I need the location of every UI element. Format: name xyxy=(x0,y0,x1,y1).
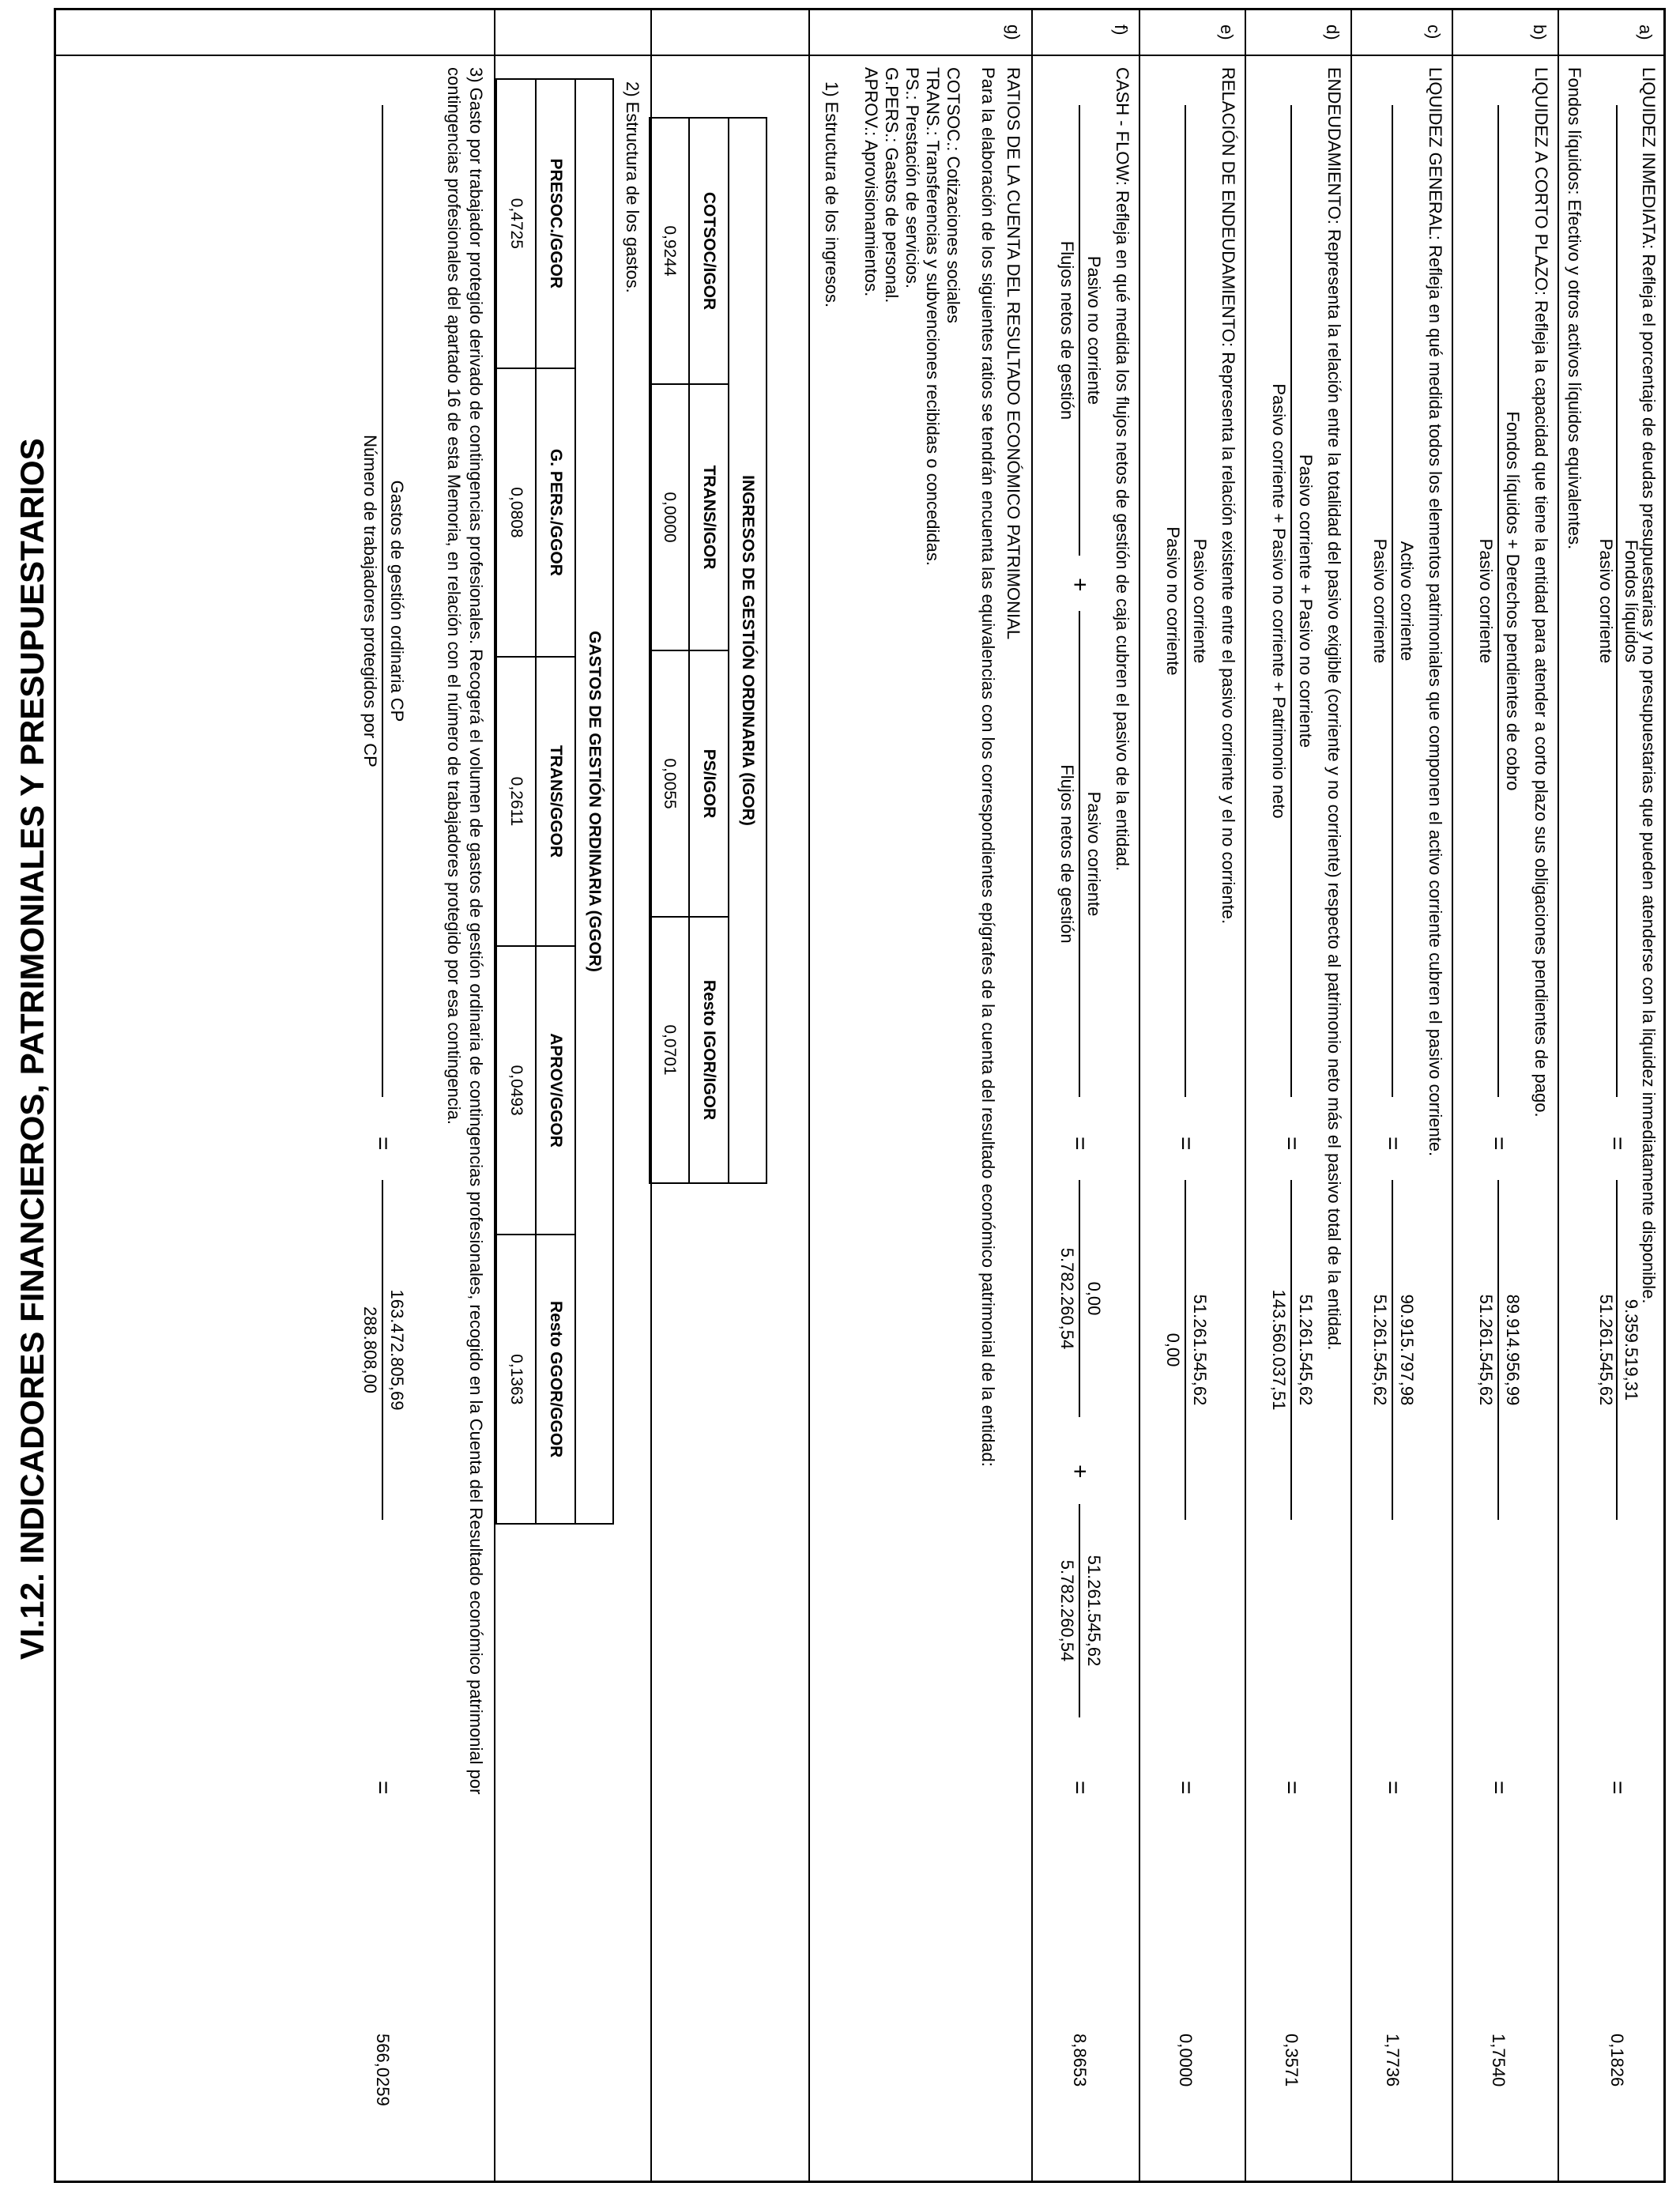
fraction-line xyxy=(1079,105,1080,556)
legend-item: TRANS.: Transferencias y subvenciones recibidas o concedidas. xyxy=(923,67,943,566)
denominator-value: 143.560.037,51 xyxy=(1269,1289,1289,1411)
table-header-cell: Resto IGOR/IGOR xyxy=(689,917,729,1183)
table-header-cell: PS/IGOR xyxy=(689,650,729,917)
numerator-value: 163.472.805,69 xyxy=(387,1289,407,1411)
fraction-line xyxy=(1185,1180,1186,1520)
numerator-value: 9.359.519,31 xyxy=(1622,1299,1641,1401)
equals-sign: = xyxy=(1067,1781,1093,1795)
equals-sign: = xyxy=(1279,1137,1305,1151)
legend-item: COTSOC.: Cotizaciones sociales xyxy=(944,67,963,323)
table-cell: 0,0493 xyxy=(496,946,536,1235)
gastos-table xyxy=(495,78,614,1525)
section-g xyxy=(808,10,1033,2181)
numerator-label: Activo corriente xyxy=(1397,541,1417,662)
denominator-value: 0,00 xyxy=(1163,1333,1183,1367)
equals-sign: = xyxy=(1279,1781,1305,1795)
equals-sign: = xyxy=(1486,1137,1512,1151)
ingresos-label: 1) Estructura de los ingresos. xyxy=(822,81,842,308)
equals-sign: = xyxy=(1173,1781,1199,1795)
equals-sign: = xyxy=(1486,1781,1512,1795)
numerator-value: 89.914.956,99 xyxy=(1503,1294,1523,1406)
denominator-label: Pasivo corriente xyxy=(1476,538,1496,664)
denominator-label: Número de trabajadores protegidos por CP xyxy=(360,435,380,767)
table-header-cell: APROV/GGOR xyxy=(536,946,575,1235)
section-letter: d) xyxy=(1323,25,1343,40)
denominator-value: 288.808,00 xyxy=(360,1306,380,1394)
equals-sign: = xyxy=(370,1137,396,1151)
table-cell: 0,9244 xyxy=(650,118,689,384)
fraction-line xyxy=(1290,1180,1292,1520)
fraction-line xyxy=(382,105,383,1097)
denominator-label: Pasivo no corriente xyxy=(1163,526,1183,676)
result-value: 1,7540 xyxy=(1489,2034,1509,2087)
gastos-label: 2) Estructura de los gastos. xyxy=(623,81,642,293)
denominator-label: Pasivo corriente + Pasivo no corriente + Patrimonio neto xyxy=(1269,383,1289,819)
fraction-line xyxy=(1497,105,1499,1097)
gasto-trabajador-text: contingencias profesionales del apartado 16 de esta Memoria, en relación con el número de trabajadores protegido por esa contingencia. xyxy=(444,67,464,1125)
fraction-line xyxy=(1079,1504,1080,1717)
numerator-value: 51.261.545,62 xyxy=(1296,1294,1316,1406)
table-cell: 0,0808 xyxy=(496,368,536,658)
equals-sign: = xyxy=(1173,1137,1199,1151)
ingresos-band xyxy=(650,10,810,2181)
numerator-label: Pasivo corriente + Pasivo no corriente xyxy=(1296,454,1316,748)
numerator-label: Fondos líquidos + Derechos pendientes de cobro xyxy=(1503,411,1523,791)
denominator-label: Flujos netos de gestión xyxy=(1057,764,1077,944)
result-value: 0,1826 xyxy=(1607,2034,1627,2087)
denominator-value: 5.782.260,54 xyxy=(1057,1559,1077,1662)
fraction-line xyxy=(1616,1180,1618,1520)
section-e xyxy=(1139,10,1246,2181)
fraction-line xyxy=(1392,1180,1393,1520)
ingresos-table xyxy=(649,117,767,1184)
section-letter: g) xyxy=(1004,25,1023,40)
section-letter: b) xyxy=(1530,25,1550,40)
equals-sign: = xyxy=(1604,1781,1630,1795)
fraction-line xyxy=(1616,105,1618,1097)
table-cell: 0,2611 xyxy=(496,657,536,946)
fraction-line xyxy=(1079,1180,1080,1417)
denominator-value: 5.782.260,54 xyxy=(1057,1247,1077,1350)
plus-sign: + xyxy=(1067,578,1093,592)
legend-item: PS.: Prestación de servicios. xyxy=(902,67,922,289)
table-cell: 0,1363 xyxy=(496,1235,536,1524)
section-description: LIQUIDEZ A CORTO PLAZO: Refleja la capacidad que tiene la entidad para atender a corto plazo sus obligaciones pendientes de pago. xyxy=(1531,67,1551,1118)
numerator-value: 0,00 xyxy=(1084,1281,1104,1316)
numerator-label: Pasivo no corriente xyxy=(1084,255,1104,405)
table-header-cell: G. PERS./GGOR xyxy=(536,368,575,658)
result-value: 8,8653 xyxy=(1070,2034,1090,2087)
equals-sign: = xyxy=(1380,1137,1406,1151)
section-letter: a) xyxy=(1636,25,1656,40)
numerator-value: 51.261.545,62 xyxy=(1190,1294,1210,1406)
section-description: LIQUIDEZ INMEDIATA: Refleja el porcentaje de deudas presupuestarias y no presupuestarias que pueden atenderse con la liquidez inmediatamente disponible. xyxy=(1639,67,1659,1304)
table-header-cell: TRANS/GGOR xyxy=(536,657,575,946)
fraction-line xyxy=(1497,1180,1499,1520)
denominator-label: Flujos netos de gestión xyxy=(1057,240,1077,420)
plus-sign: + xyxy=(1067,1465,1093,1479)
numerator-label: Gastos de gestión ordinaria CP xyxy=(387,480,407,722)
table-cell: 0,0000 xyxy=(650,384,689,650)
gastos-band xyxy=(494,10,652,2181)
fraction-line xyxy=(1392,105,1393,1097)
section-description: CASH - FLOW: Refleja en qué medida los flujos netos de gestión de caja cubren el pasivo de la entidad. xyxy=(1113,67,1132,872)
equals-sign: = xyxy=(1067,1137,1093,1151)
section-note: Fondos líquidos: Efectivo y otros activos líquidos equivalentes. xyxy=(1565,67,1584,550)
gasto-trabajador-text: 3) Gasto por trabajador protegido derivado de contingencias profesionales. Recogerá el volumen de gastos de gestión ordinaria de contingencias profesionales, recogido en la Cuenta del Resultado económico patrimonial por xyxy=(466,67,486,1795)
section-letter: e) xyxy=(1217,25,1237,40)
gastos-title: GASTOS DE GESTIÓN ORDINARIA (GGOR) xyxy=(575,79,613,1524)
section-a xyxy=(1559,10,1663,2181)
section-heading: RATIOS DE LA CUENTA DEL RESULTADO ECONÓMICO PATRIMONIAL xyxy=(1004,67,1023,640)
denominator-value: 51.261.545,62 xyxy=(1370,1294,1390,1406)
legend-item: APROV.: Aprovisionamientos. xyxy=(861,67,881,297)
section-intro: Para la elaboración de los siguientes ratios se tendrán encuenta las equivalencias con los correspondientes epígrafes de la cuenta del resultado económico patrimonial de la entidad: xyxy=(978,67,998,1467)
section-letter: c) xyxy=(1424,25,1444,40)
table-cell: 0,0055 xyxy=(650,650,689,917)
section-d xyxy=(1245,10,1352,2181)
fraction-line xyxy=(1079,611,1080,1097)
denominator-value: 51.261.545,62 xyxy=(1476,1294,1496,1406)
denominator-label: Pasivo corriente xyxy=(1370,538,1390,664)
equals-sign: = xyxy=(1380,1781,1406,1795)
denominator-value: 51.261.545,62 xyxy=(1596,1294,1616,1406)
table-cell: 0,0701 xyxy=(650,917,689,1183)
section-c xyxy=(1350,10,1453,2181)
ingresos-title: INGRESOS DE GESTIÓN ORDINARIA (IGOR) xyxy=(729,118,767,1183)
section-description: RELACIÓN DE ENDEUDAMIENTO: Representa la relación existente entre el pasivo corriente y el no corriente. xyxy=(1219,67,1238,925)
gasto-trabajador-band xyxy=(55,10,495,2181)
numerator-label: Pasivo corriente xyxy=(1190,538,1210,664)
section-description: ENDEUDAMIENTO: Representa la relación entre la totalidad del pasivo exigible (corriente y no corriente) respecto al patrimonio neto más el pasivo total de la entidad. xyxy=(1324,67,1344,1351)
table-header-cell: Resto GGOR/GGOR xyxy=(536,1235,575,1524)
section-b xyxy=(1452,10,1559,2181)
numerator-label: Pasivo corriente xyxy=(1084,791,1104,917)
section-letter: f) xyxy=(1111,25,1131,36)
legend-item: G.PERS.: Gastos de personal. xyxy=(882,67,902,303)
table-header-cell: TRANS/IGOR xyxy=(689,384,729,650)
result-value: 566,0259 xyxy=(373,2034,393,2106)
page-title: VI.12. INDICADORES FINANCIEROS, PATRIMONIALES Y PRESUPUESTARIOS xyxy=(13,438,51,1660)
table-header-cell: PRESOC./GGOR xyxy=(536,79,575,368)
result-value: 0,3571 xyxy=(1282,2034,1301,2087)
fraction-line xyxy=(1290,105,1292,1097)
indicators-frame xyxy=(54,8,1666,2183)
numerator-label: Fondos líquidos xyxy=(1622,539,1641,663)
result-value: 1,7736 xyxy=(1383,2034,1403,2087)
fraction-line xyxy=(1185,105,1186,1097)
result-value: 0,0000 xyxy=(1176,2034,1196,2087)
numerator-value: 90.915.797,98 xyxy=(1397,1294,1417,1406)
denominator-label: Pasivo corriente xyxy=(1596,538,1616,664)
numerator-value: 51.261.545,62 xyxy=(1084,1555,1104,1667)
equals-sign: = xyxy=(370,1781,396,1795)
fraction-line xyxy=(382,1180,383,1520)
equals-sign: = xyxy=(1604,1137,1630,1151)
table-cell: 0,4725 xyxy=(496,79,536,368)
section-description: LIQUIDEZ GENERAL: Refleja en qué medida todos los elementos patrimoniales que componen el activo corriente cubren el pasivo corriente. xyxy=(1426,67,1445,1157)
table-header-cell: COTSOC/IGOR xyxy=(689,118,729,384)
section-f xyxy=(1031,10,1140,2181)
